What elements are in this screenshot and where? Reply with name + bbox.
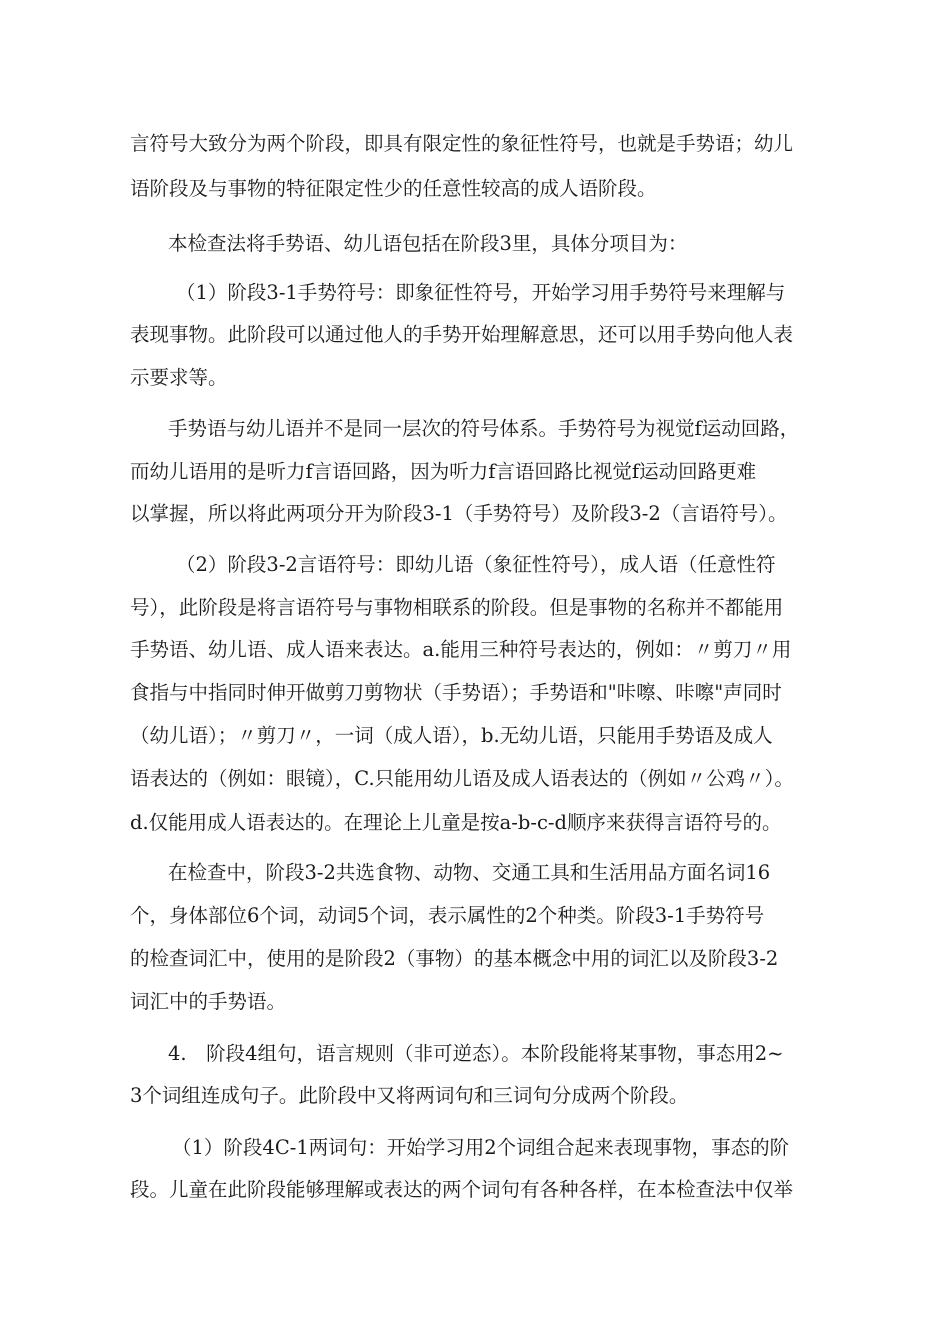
p5-line-6: 语表达的（例如：眼镜），C.只能用幼儿语及成人语表达的（例如〃公鸡〃）。	[130, 767, 794, 790]
p4-line-3: 以掌握，所以将此两项分开为阶段3-1（手势符号）及阶段3-2（言语符号）。	[130, 502, 788, 525]
p7-line-2: 3个词组连成句子。此阶段中又将两词句和三词句分成两个阶段。	[130, 1084, 689, 1107]
p2-line-1: 本检查法将手势语、幼儿语包括在阶段3里，具体分项目为：	[168, 232, 688, 255]
p6-line-4: 词汇中的手势语。	[130, 990, 287, 1013]
p3-line-2: 表现事物。此阶段可以通过他人的手势开始理解意思，还可以用手势向他人表	[130, 323, 794, 346]
p7-line-1: 4. 阶段4组句，语言规则（非可逆态）。本阶段能将某事物，事态用2~	[168, 1042, 784, 1065]
p6-line-1: 在检查中，阶段3-2共选食物、动物、交通工具和生活用品方面名词16	[168, 861, 771, 884]
p3-line-3: 示要求等。	[130, 366, 228, 389]
p5-line-3: 手势语、幼儿语、成人语来表达。a.能用三种符号表达的，例如：〃剪刀〃用	[130, 638, 792, 661]
p6-line-3: 的检查词汇中，使用的是阶段2（事物）的基本概念中用的词汇以及阶段3-2	[130, 947, 779, 970]
p5-line-2: 号），此阶段是将言语符号与事物相联系的阶段。但是事物的名称并不都能用	[130, 596, 784, 619]
p1-line-1: 言符号大致分为两个阶段，即具有限定性的象征性符号，也就是手势语；幼儿	[130, 132, 794, 155]
p6-line-2: 个，身体部位6个词，动词5个词，表示属性的2个种类。阶段3-1手势符号	[130, 904, 765, 927]
p4-line-2: 而幼儿语用的是听力f言语回路，因为听力f言语回路比视觉f运动回路更难	[130, 460, 757, 483]
p5-line-1: （2）阶段3-2言语符号：即幼儿语（象征性符号），成人语（任意性符	[176, 553, 776, 576]
p8-line-1: （1）阶段4C-1两词句：开始学习用2个词组合起来表现事物，事态的阶	[172, 1136, 790, 1159]
p5-line-7: d.仅能用成人语表达的。在理论上儿童是按a-b-c-d顺序来获得言语符号的。	[130, 811, 782, 834]
p8-line-2: 段。儿童在此阶段能够理解或表达的两个词句有各种各样，在本检查法中仅举	[130, 1178, 794, 1201]
p5-line-4: 食指与中指同时伸开做剪刀剪物状（手势语）；手势语和"咔嚓、咔嚓"声同时	[130, 681, 782, 704]
p3-line-1: （1）阶段3-1手势符号：即象征性符号，开始学习用手势符号来理解与	[176, 281, 786, 304]
p1-line-2: 语阶段及与事物的特征限定性少的任意性较高的成人语阶段。	[130, 177, 657, 200]
p4-line-1: 手势语与幼儿语并不是同一层次的符号体系。手势符号为视觉f运动回路，	[168, 417, 800, 440]
p5-line-5: （幼儿语）；〃剪刀〃，一词（成人语），b.无幼儿语，只能用手势语及成人	[130, 724, 773, 747]
